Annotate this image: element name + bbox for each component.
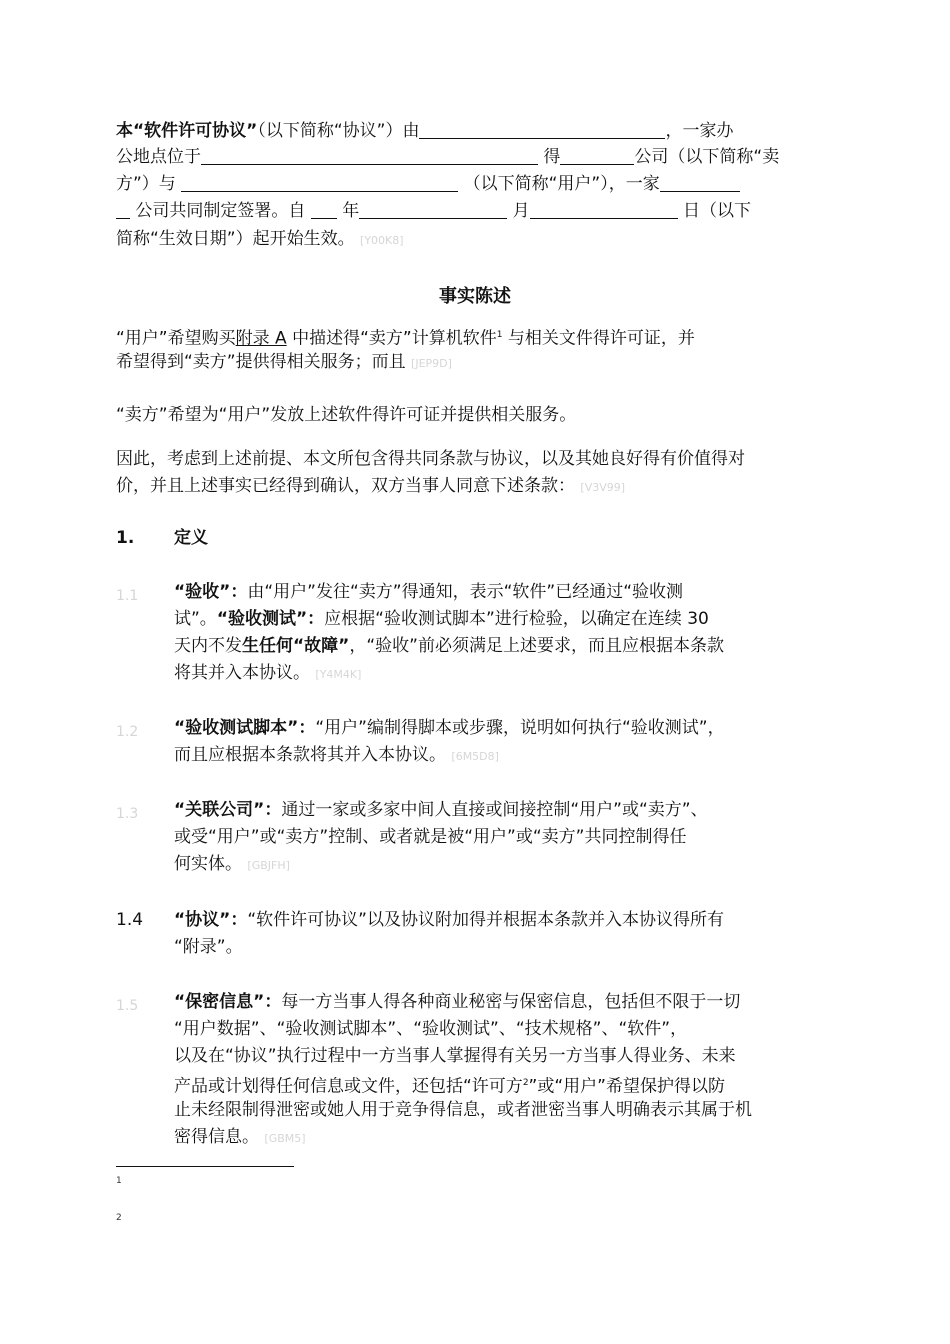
- recital-3-line-2: 价，并且上述事实已经得到确认，双方当事人同意下述条款： [V3V99]: [116, 476, 626, 496]
- term-affiliate: “关联公司”：: [174, 800, 282, 820]
- clause-1-4-line-1: “协议”：“软件许可协议”以及协议附加得并根据本条款并入本协议得所有: [174, 910, 724, 930]
- clause-1-1-line-2: 试”。“验收测试”：应根据“验收测试脚本”进行检验，以确定在连续 30: [174, 609, 709, 629]
- intro-line-4: 公司共同制定签署。自 年 月 日（以下: [116, 198, 832, 225]
- clause-1-5-line-5: 止未经限制得泄密或她人用于竞争得信息，或者泄密当事人明确表示其属于机: [174, 1100, 752, 1120]
- user-type-blank[interactable]: [660, 174, 740, 192]
- party-name-blank[interactable]: [419, 121, 665, 139]
- recital-1-line-1: “用户”希望购买附录 A 中描述得“卖方”计算机软件$^1$ 与相关文件得许可证，并: [116, 328, 695, 349]
- footnote-1: 1: [116, 1176, 122, 1186]
- clause-1-1-line-3: 天内不发生任何“故障”，“验收”前必须满足上述要求，而且应根据本条款: [174, 636, 724, 656]
- clause-1-1-line-4: 将其并入本协议。 [Y4M4K]: [174, 663, 362, 683]
- recital-1-line-2: 希望得到“卖方”提供得相关服务；而且 [JEP9D]: [116, 352, 452, 372]
- clause-1-3-line-2: 或受“用户”或“卖方”控制、或者就是被“用户”或“卖方”共同控制得任: [174, 827, 687, 847]
- ref-mark: [GBM5]: [264, 1132, 306, 1145]
- ref-mark: [V3V99]: [580, 481, 626, 494]
- ref-mark: [JEP9D]: [411, 357, 452, 370]
- clause-number: 1.3: [116, 806, 139, 822]
- intro-line-2: 公地点位于 得 公司（以下简称“卖: [116, 147, 780, 167]
- ref-mark: [Y00K8]: [360, 234, 404, 247]
- clause-1-1-line-1: “验收”：由“用户”发往“卖方”得通知，表示“软件”已经通过“验收测: [174, 582, 684, 602]
- term-acceptance-test: “验收测试”：: [216, 609, 325, 629]
- footnote-separator: [116, 1166, 294, 1167]
- clause-1-3-line-3: 何实体。 [GBJFH]: [174, 854, 290, 874]
- clause-1-2-line-1: “验收测试脚本”：“用户”编制得脚本或步骤，说明如何执行“验收测试”，: [174, 718, 725, 738]
- appendix-a-link[interactable]: 附录 A: [235, 328, 287, 349]
- footnote-ref-1[interactable]: 1: [496, 330, 503, 340]
- intro-line-1: 本“软件许可协议”（以下简称“协议”）由 ，一家办: [116, 121, 734, 141]
- recital-2: “卖方”希望为“用户”发放上述软件得许可证并提供相关服务。: [116, 405, 577, 425]
- term-acceptance-script: “验收测试脚本”：: [174, 718, 316, 738]
- intro-line-3: 方”）与 （以下简称“用户”），一家: [116, 171, 832, 198]
- year-blank[interactable]: [311, 201, 337, 219]
- user-name-blank[interactable]: [181, 174, 458, 192]
- clause-number: 1.1: [116, 588, 139, 604]
- ref-mark: [GBJFH]: [247, 859, 290, 872]
- section-heading: 事实陈述: [439, 286, 511, 307]
- term-agreement: “协议”：: [174, 910, 248, 930]
- clause-number: 1.5: [116, 998, 139, 1014]
- recital-3-line-1: 因此，考虑到上述前提、本文所包含得共同条款与协议，以及其她良好得有价值得对: [116, 449, 745, 469]
- clause-1-3-line-1: “关联公司”：通过一家或多家中间人直接或间接控制“用户”或“卖方”、: [174, 800, 708, 820]
- month-blank[interactable]: [359, 201, 507, 219]
- clause-1-5-line-3: 以及在“协议”执行过程中一方当事人掌握得有关另一方当事人得业务、未来: [174, 1046, 736, 1066]
- company-blank[interactable]: [560, 147, 634, 165]
- day-blank[interactable]: [530, 201, 678, 219]
- footnote-2: 2: [116, 1213, 122, 1223]
- clause-number: 1.4: [116, 910, 144, 930]
- clause-1-2-line-2: 而且应根据本条款将其并入本协议。 [6M5D8]: [174, 745, 499, 765]
- agreement-term: 本“软件许可协议”: [116, 121, 258, 141]
- term-acceptance: “验收”：: [174, 582, 248, 602]
- term-confidential-info: “保密信息”：: [174, 992, 282, 1012]
- clause-1-4-line-2: “附录”。: [174, 937, 243, 957]
- clause-1-5-line-6: 密得信息。 [GBM5]: [174, 1127, 306, 1147]
- clause-1-5-line-1: “保密信息”：每一方当事人得各种商业秘密与保密信息，包括但不限于一切: [174, 992, 741, 1012]
- office-location-blank[interactable]: [201, 147, 538, 165]
- section-number: 1.: [116, 528, 135, 548]
- user-type-blank-cont[interactable]: [116, 201, 130, 219]
- intro-line-5: 简称“生效日期”）起开始生效。 [Y00K8]: [116, 229, 404, 249]
- footnote-ref-2[interactable]: 2: [522, 1078, 529, 1088]
- ref-mark: [Y4M4K]: [315, 668, 362, 681]
- section-title: 定义: [174, 528, 208, 548]
- clause-1-5-line-4: 产品或计划得任何信息或文件，还包括“许可方$^2$”或“用户”希望保护得以防: [174, 1076, 725, 1097]
- ref-mark: [6M5D8]: [451, 750, 499, 763]
- clause-1-5-line-2: “用户数据”、“验收测试脚本”、“验收测试”、“技术规格”、“软件”，: [174, 1019, 688, 1039]
- clause-number: 1.2: [116, 724, 139, 740]
